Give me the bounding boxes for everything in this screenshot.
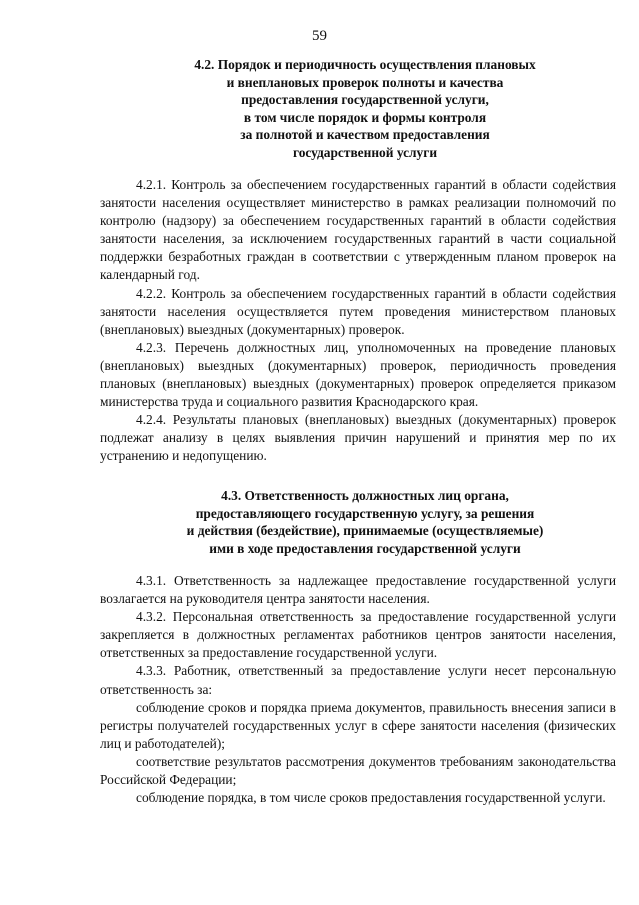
heading-line: предоставления государственной услуги, [241,92,489,108]
paragraph-4-2-1: 4.2.1. Контроль за обеспечением государственных гарантий в области содействия занятости населения осуществляет министерство в рамках реализации полномочий по контролю (надзору) за обеспечением государственных гарантий в области содействия занятости населения, за исключением государственных гарантий в части социальной поддержки безработных граждан в соответствии с утвержденным планом проверок на календарный год. [100,177,616,283]
list-item-responsibility: соответствие результатов рассмотрения документов требованиям законодательства Российской Федерации; [100,753,616,788]
heading-line: в том числе порядок и формы контроля [243,109,487,125]
paragraph-4-2-3: 4.2.3. Перечень должностных лиц, уполномоченных на проведение плановых (внеплановых) выездных (документарных) проверок, периодичность проведения плановых (внеплановых) выездных (документарных) проверок определяется приказом министерства труда и социального развития Краснодарского края. [100,339,616,410]
heading-line: 4.3. Ответственность должностных лиц органа, [221,488,509,503]
page-number: 59 [312,28,327,44]
heading-line: 4.2. Порядок и периодичность осуществления плановых [194,57,536,72]
heading-line: предоставляющего государственную услугу, за решения [195,505,535,521]
section-4-2-heading [100,56,630,162]
heading-line: государственной услуги [292,144,438,160]
paragraph-4-2-2: 4.2.2. Контроль за обеспечением государственных гарантий в области содействия занятости населения осуществляется путем проведения министерством плановых (внеплановых) выездных (документарных) проверок. [100,285,616,337]
paragraph-4-3-2: 4.3.2. Персональная ответственность за предоставление государственной услуги закрепляется в должностных регламентах работников центров занятости населения, ответственных за предоставление государственной услуги. [100,609,616,661]
heading-line: и внеплановых проверок полноты и качества [226,74,504,90]
paragraph-4-3-3: 4.3.3. Работник, ответственный за предоставление услуги несет персональную ответственность за: [100,663,616,697]
heading-line: ими в ходе предоставления государственной услуги [209,540,521,556]
list-item-responsibility: соблюдение порядка, в том числе сроков предоставления государственной услуги. [136,790,606,806]
list-item-responsibility: соблюдение сроков и порядка приема документов, правильность внесения записи в регистры получателей государственных услуг в сфере занятости населения (физических лиц и работодателей); [100,699,616,751]
section-4-2-body [100,176,616,466]
paragraph-4-2-4: 4.2.4. Результаты плановых (внеплановых) выездных (документарных) проверок подлежат анализу в целях выявления причин нарушений и принятия мер по их устранению и недопущению. [100,412,616,464]
heading-line: за полнотой и качеством предоставления [240,127,490,143]
section-4-3-heading [100,487,630,557]
heading-line: и действия (бездействие), принимаемые (осуществляемые) [186,523,544,539]
section-4-3-body [100,572,616,807]
paragraph-4-3-1: 4.3.1. Ответственность за надлежащее предоставление государственной услуги возлагается на руководителя центра занятости населения. [100,573,616,607]
